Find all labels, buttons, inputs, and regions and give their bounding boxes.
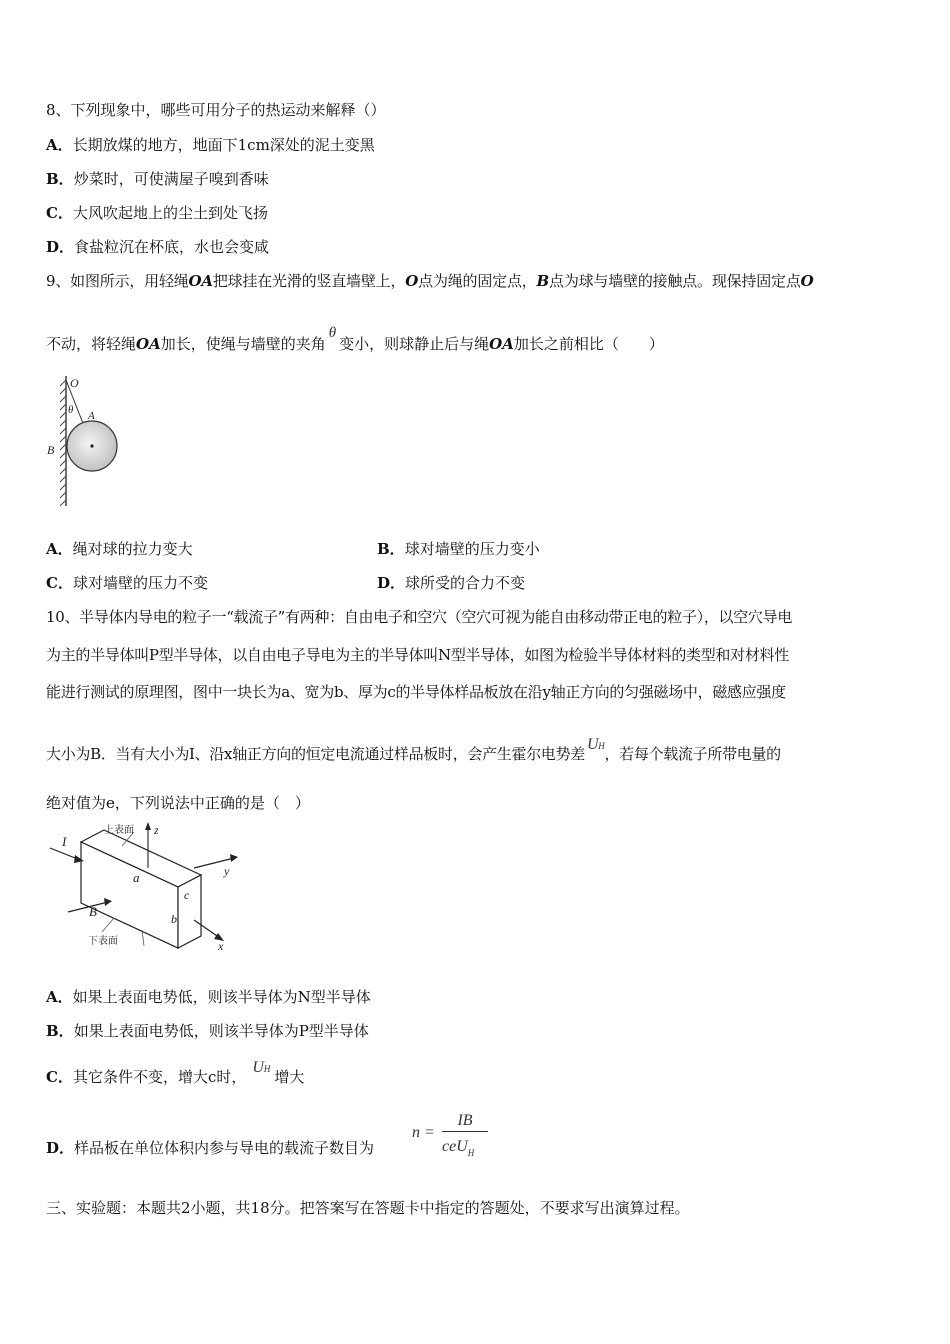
option-text: 如果上表面电势低，则该半导体为N型半导体: [72, 988, 371, 1006]
label-a: A: [88, 410, 95, 422]
q8-option-b: [46, 169, 269, 189]
option-label: C．: [46, 204, 73, 222]
label-i: I: [62, 834, 67, 849]
q10-option-b: [46, 1021, 369, 1041]
option-label: D．: [46, 1139, 75, 1157]
label-bottom-surface: 下表面: [88, 936, 118, 947]
label-b: B: [47, 443, 55, 457]
label-theta: θ: [68, 404, 74, 416]
option-label: D．: [377, 574, 406, 592]
formula-lhs: n =: [412, 1124, 435, 1141]
uh-symbol: UH: [587, 736, 605, 753]
label-y: y: [224, 864, 230, 878]
q10-option-c: [46, 1059, 305, 1089]
slab-side: [178, 875, 201, 948]
q10-line3: 能进行测试的原理图，图中一块长为a、宽为b、厚为c的半导体样品板放在沿y轴正方向的匀强磁场中，磁感应强度: [46, 683, 786, 701]
ball-center: [90, 444, 93, 447]
q10-line5: 绝对值为e，下列说法中正确的是（ ）: [46, 794, 310, 812]
q9-option-d: [377, 573, 525, 593]
q9-stem-line1: 9、如图所示，用轻绳OA把球挂在光滑的竖直墙壁上，O点为绳的固定点，B点为球与墙壁的接触点。现保持固定点O: [46, 272, 814, 290]
option-label: A．: [46, 136, 73, 154]
option-label: A．: [46, 540, 73, 558]
label-bfield: B: [89, 904, 97, 919]
option-text: 其它条件不变，增大c时，: [72, 1068, 247, 1086]
option-text: 增大: [274, 1068, 305, 1086]
option-label: C．: [46, 574, 73, 592]
q10-option-d: [46, 1138, 374, 1158]
option-label: B．: [46, 1022, 74, 1040]
option-text: 球对墙壁的压力变小: [404, 540, 540, 558]
option-text: 如果上表面电势低，则该半导体为P型半导体: [73, 1022, 369, 1040]
bottom-leader: [102, 918, 114, 932]
theta-symbol: θ: [328, 325, 337, 341]
q10-option-a: [46, 987, 371, 1007]
label-c: c: [184, 888, 190, 902]
option-label: B．: [46, 170, 74, 188]
q10-line2: 为主的半导体叫P型半导体，以自由电子导电为主的半导体叫N型半导体，如图为检验半导体材料的类型和对材料性: [46, 646, 789, 664]
q8-option-d: [46, 237, 269, 257]
option-text: 样品板在单位体积内参与导电的载流子数目为: [74, 1139, 375, 1157]
option-text: 球对墙壁的压力不变: [72, 574, 208, 592]
option-label: B．: [377, 540, 405, 558]
option-text: 炒菜时，可使满屋子嗅到香味: [73, 170, 269, 188]
wall-ball-figure: [44, 374, 134, 514]
option-text: 球所受的合力不变: [405, 574, 526, 592]
label-z: z: [154, 823, 159, 837]
option-label: C．: [46, 1068, 73, 1086]
q9-option-b: [377, 539, 540, 559]
formula-denominator: ceU$_H$: [442, 1138, 475, 1158]
option-label: A．: [46, 988, 73, 1006]
section-3-heading: 三、实验题：本题共2小题，共18分。把答案写在答题卡中指定的答题处，不要求写出演算过程。: [46, 1199, 690, 1217]
q8-option-c: [46, 203, 268, 223]
q9-option-c: [46, 573, 208, 593]
q9-stem-line2: 不动，将轻绳OA加长，使绳与墙壁的夹角θ变小，则球静止后与绳OA加长之前相比（ ）: [46, 325, 664, 353]
option-label: D．: [46, 238, 75, 256]
q8-stem: 8、下列现象中，哪些可用分子的热运动来解释（）: [46, 101, 386, 119]
uh-symbol: UH: [252, 1059, 271, 1076]
label-top-surface: 上表面: [104, 825, 134, 836]
q10-line4: 大小为B．当有大小为I、沿x轴正方向的恒定电流通过样品板时，会产生霍尔电势差UH，若每个载流子所带电量的: [46, 736, 781, 763]
q8-option-a: [46, 135, 375, 155]
label-b: b: [171, 912, 177, 926]
option-text: 长期放煤的地方，地面下1cm深处的泥土变黑: [72, 136, 375, 154]
option-text: 食盐粒沉在杯底，水也会变咸: [74, 238, 270, 256]
q10-line1: 10、半导体内导电的粒子一“载流子”有两种：自由电子和空穴（空穴可视为能自由移动带正电的粒子），以空穴导电: [46, 608, 793, 626]
hall-effect-figure: [44, 820, 244, 954]
formula-numerator: IB: [442, 1112, 488, 1132]
q9-option-a: [46, 539, 193, 559]
label-a: a: [133, 870, 140, 885]
label-x: x: [218, 939, 224, 953]
option-text: 绳对球的拉力变大: [72, 540, 193, 558]
option-text: 大风吹起地上的尘土到处飞扬: [72, 204, 268, 222]
label-o: O: [70, 376, 79, 390]
